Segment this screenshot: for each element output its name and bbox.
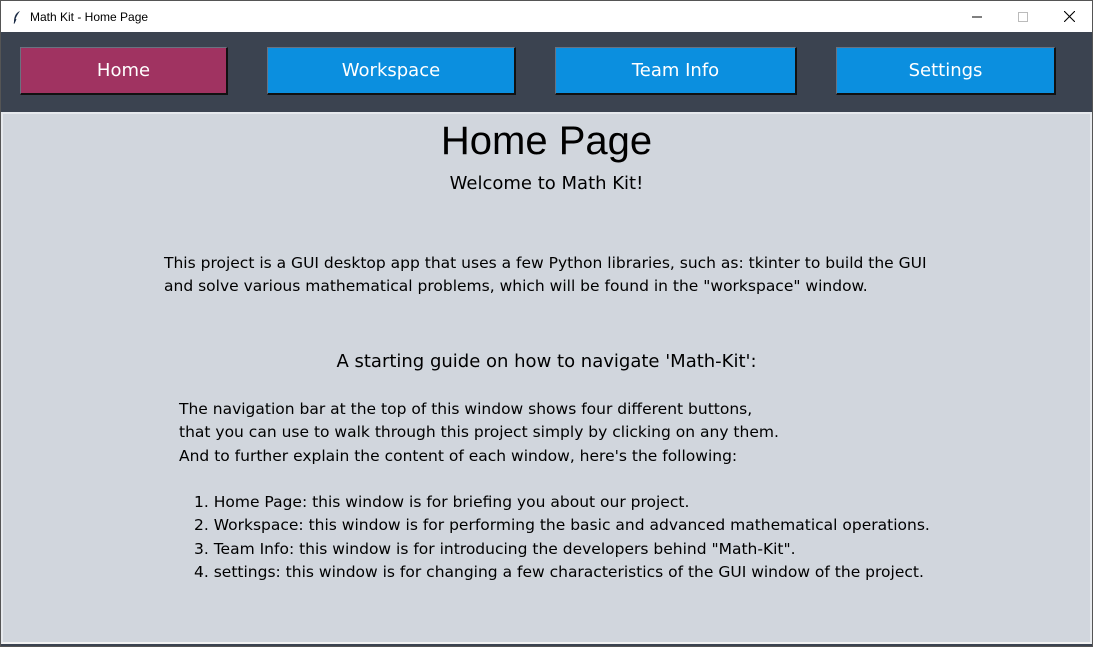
- minimize-icon: [972, 7, 982, 26]
- guide-list-item: 4. settings: this window is for changing a few characteristics of the GUI window of the project.: [194, 563, 924, 582]
- title-bar[interactable]: [1, 1, 1092, 32]
- minimize-button[interactable]: [954, 1, 1000, 32]
- window-title: Math Kit - Home Page: [30, 9, 149, 24]
- guide-text: [179, 398, 1039, 584]
- guide-list-item: 1. Home Page: this window is for briefing you about our project.: [194, 493, 690, 512]
- welcome-message: Welcome to Math Kit!: [449, 173, 644, 194]
- nav-home-button[interactable]: Home: [20, 47, 228, 95]
- window-controls: [954, 1, 1092, 32]
- close-button[interactable]: [1046, 1, 1092, 32]
- guide-line: The navigation bar at the top of this window shows four different buttons,: [179, 400, 753, 418]
- guide-line: that you can use to walk through this project simply by clicking on any them.: [179, 423, 779, 442]
- navigation-bar: [1, 32, 1092, 112]
- guide-title: A starting guide on how to navigate 'Math-Kit':: [336, 351, 757, 372]
- guide-list-item: 2. Workspace: this window is for performing the basic and advanced mathematical operations.: [194, 516, 930, 535]
- nav-team-info-button[interactable]: Team Info: [555, 47, 797, 95]
- intro-line: and solve various mathematical problems, which will be found in the "workspace" window.: [164, 277, 868, 295]
- home-content: [1, 112, 1092, 644]
- intro-line: This project is a GUI desktop app that uses a few Python libraries, such as: tkinter to build the GUI: [164, 254, 927, 272]
- intro-paragraph: [164, 252, 994, 298]
- nav-settings-button[interactable]: Settings: [836, 47, 1056, 95]
- maximize-icon: [1018, 7, 1028, 26]
- guide-line: And to further explain the content of each window, here's the following:: [179, 446, 738, 465]
- page-title: Home Page: [440, 119, 653, 163]
- close-icon: [1064, 7, 1075, 26]
- maximize-button[interactable]: [1000, 1, 1046, 32]
- feather-icon: [10, 9, 24, 25]
- guide-spacer: [179, 468, 1039, 491]
- nav-workspace-button[interactable]: Workspace: [267, 47, 516, 95]
- guide-list-item: 3. Team Info: this window is for introducing the developers behind "Math-Kit".: [194, 539, 796, 558]
